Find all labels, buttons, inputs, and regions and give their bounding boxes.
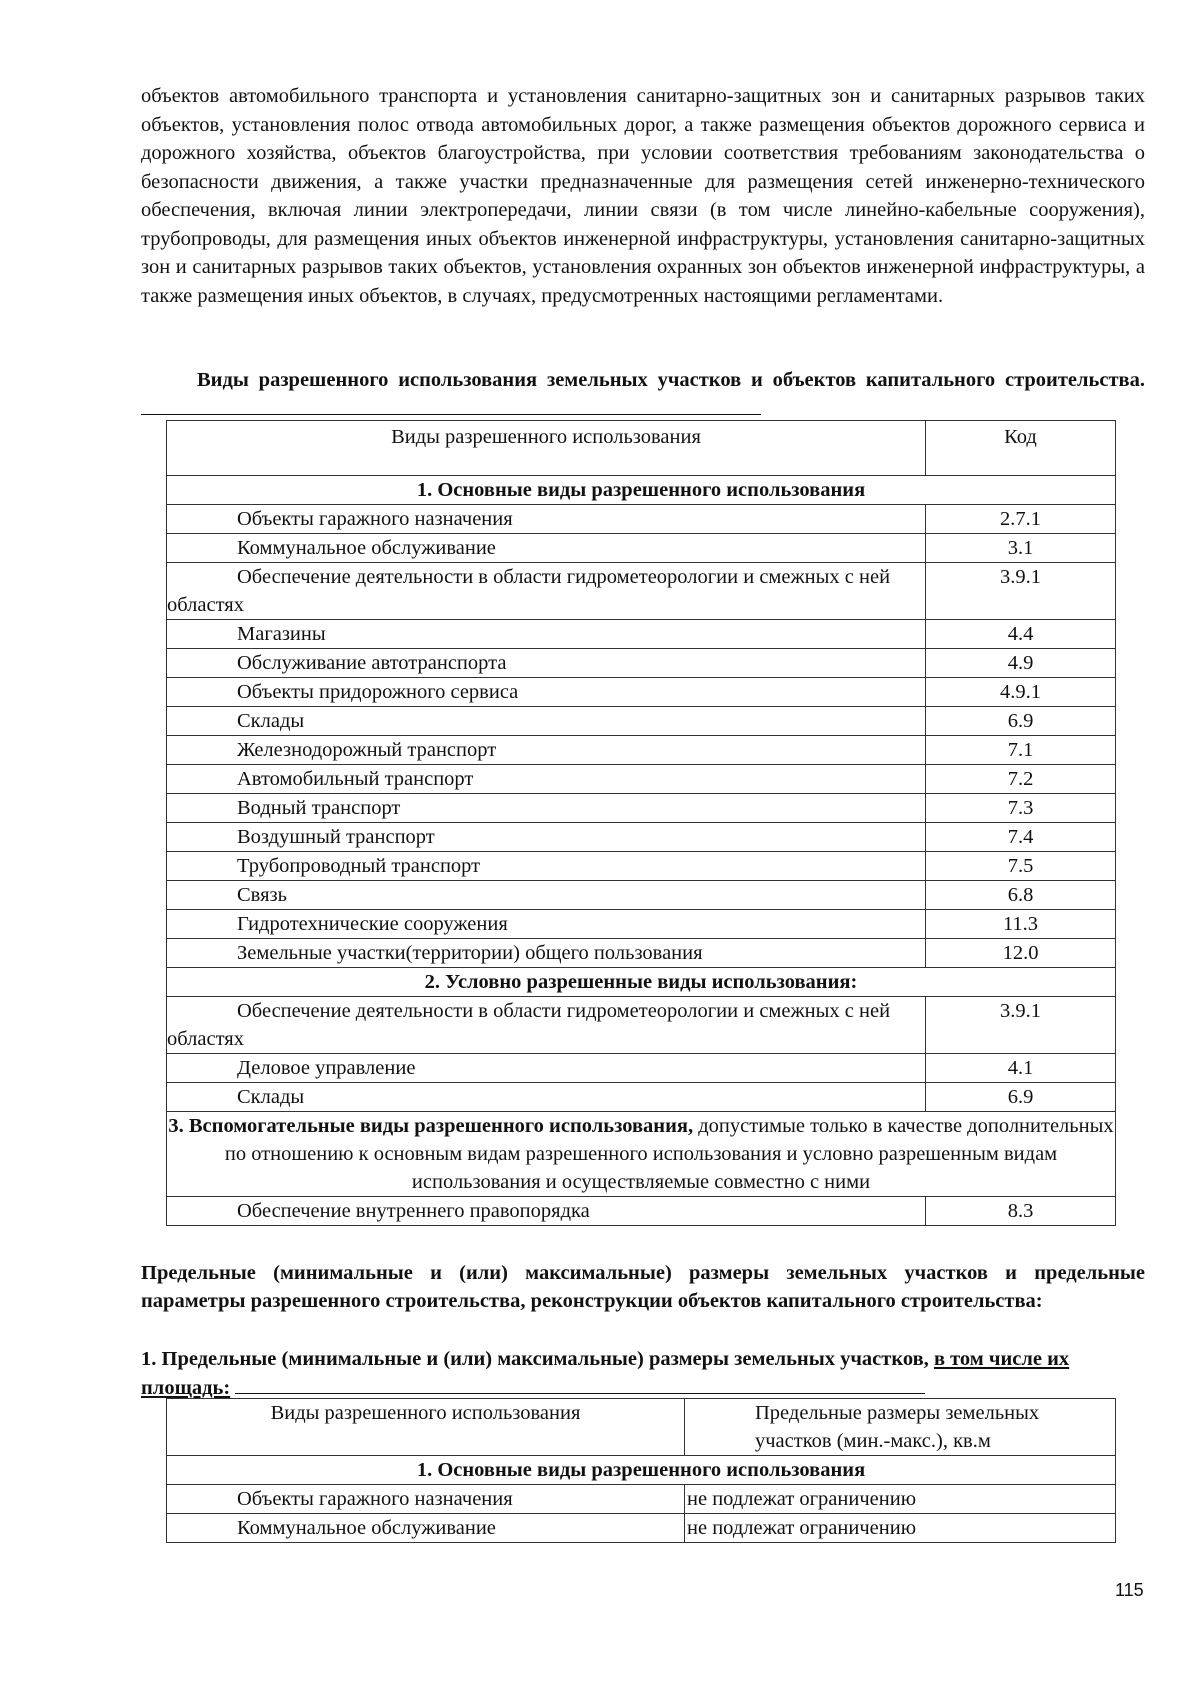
use-name: Автомобильный транспорт xyxy=(167,765,926,794)
use-name: Связь xyxy=(167,881,926,910)
table-row xyxy=(167,620,1116,649)
table-row xyxy=(167,505,1116,534)
use-name: Водный транспорт xyxy=(167,794,926,823)
limit-value: не подлежат ограничению xyxy=(685,1514,1116,1543)
fill-line xyxy=(141,394,761,415)
use-code: 3.9.1 xyxy=(926,563,1116,620)
table-row xyxy=(167,1054,1116,1083)
use-name: Воздушный транспорт xyxy=(167,823,926,852)
use-name: Обеспечение деятельности в области гидрометеорологии и смежных с ней областях xyxy=(167,997,926,1054)
table-row xyxy=(167,1514,1116,1543)
table-row xyxy=(167,1197,1116,1226)
use-name: Обеспечение деятельности в области гидрометеорологии и смежных с ней областях xyxy=(167,563,926,620)
use-name: Магазины xyxy=(167,620,926,649)
use-code: 3.9.1 xyxy=(926,997,1116,1054)
section-row xyxy=(167,1456,1116,1485)
use-name: Гидротехнические сооружения xyxy=(167,910,926,939)
section1-title: 1. Основные виды разрешенного использования xyxy=(167,1456,1116,1485)
header-use-type: Виды разрешенного использования xyxy=(167,421,926,476)
table-row xyxy=(167,678,1116,707)
use-code: 8.3 xyxy=(926,1197,1116,1226)
use-name: Обслуживание автотранспорта xyxy=(167,649,926,678)
plot-size-heading-underlined: в том числе их площадь: xyxy=(141,1348,1070,1399)
use-name: Склады xyxy=(167,1083,926,1112)
use-name: Обеспечение внутреннего правопорядка xyxy=(167,1197,926,1226)
section2-title: 2. Условно разрешенные виды использования: xyxy=(167,968,1116,997)
use-code: 7.1 xyxy=(926,736,1116,765)
use-code: 7.3 xyxy=(926,794,1116,823)
permitted-use-heading xyxy=(141,366,1145,423)
table-row xyxy=(167,823,1116,852)
permitted-use-heading-text: Виды разрешенного использования земельных участков и объектов капитального строительства. xyxy=(197,369,1145,391)
header-use-type: Виды разрешенного использования xyxy=(167,1399,685,1456)
permitted-use-table xyxy=(166,420,1116,1226)
limits-heading: Предельные (минимальные и (или) максимальные) размеры земельных участков и предельные параметры разрешенного строительства, реконструкции объектов капитального строительства: xyxy=(141,1262,1145,1312)
table-row xyxy=(167,563,1116,620)
table-row xyxy=(167,1083,1116,1112)
use-name: Железнодорожный транспорт xyxy=(167,736,926,765)
table-header-row xyxy=(167,1399,1116,1456)
use-code: 11.3 xyxy=(926,910,1116,939)
use-code: 4.9.1 xyxy=(926,678,1116,707)
use-name: Склады xyxy=(167,707,926,736)
table-header-row xyxy=(167,421,1116,476)
table-row xyxy=(167,794,1116,823)
plot-size-heading-main: 1. Предельные (минимальные и (или) максимальные) размеры земельных участков, xyxy=(141,1348,934,1370)
intro-paragraph: объектов автомобильного транспорта и установления санитарно-защитных зон и санитарных разрывов таких объектов, установления полос отвода автомобильных дорог, а также размещения объектов дорожного сервиса и дорожного хозяйства, объектов благоустройства, при условии соответствия требованиям законодательства о безопасности движения, а также участки предназначенные для размещения сетей инженерно-технического обеспечения, включая линии электропередачи, линии связи (в том числе линейно-кабельные сооружения), трубопроводы, для размещения иных объектов инженерной инфраструктуры, установления санитарно-защитных зон и санитарных разрывов таких объектов, установления охранных зон объектов инженерной инфраструктуры, а также размещения иных объектов, в случаях, предусмотренных настоящими регламентами. xyxy=(141,85,1145,307)
use-code: 12.0 xyxy=(926,939,1116,968)
use-code: 7.4 xyxy=(926,823,1116,852)
page-number: 115 xyxy=(1115,1580,1144,1600)
section-row xyxy=(167,968,1116,997)
table-row xyxy=(167,736,1116,765)
plot-size-heading xyxy=(141,1345,1145,1402)
use-name: Объекты гаражного назначения xyxy=(167,1485,685,1514)
use-code: 3.1 xyxy=(926,534,1116,563)
table-row xyxy=(167,534,1116,563)
section3-title-bold: 3. Вспомогательные виды разрешенного использования, xyxy=(168,1115,694,1137)
table-row xyxy=(167,852,1116,881)
table-row xyxy=(167,765,1116,794)
use-name: Деловое управление xyxy=(167,1054,926,1083)
use-code: 4.9 xyxy=(926,649,1116,678)
use-name: Коммунальное обслуживание xyxy=(167,1514,685,1543)
section1-title: 1. Основные виды разрешенного использования xyxy=(167,476,1116,505)
header-limit-size: Предельные размеры земельных участков (мин.-макс.), кв.м xyxy=(685,1399,1116,1456)
use-name: Трубопроводный транспорт xyxy=(167,852,926,881)
section-row xyxy=(167,476,1116,505)
table-row xyxy=(167,910,1116,939)
limit-value: не подлежат ограничению xyxy=(685,1485,1116,1514)
use-code: 6.9 xyxy=(926,1083,1116,1112)
section-row xyxy=(167,1112,1116,1197)
use-code: 7.2 xyxy=(926,765,1116,794)
section3-title xyxy=(167,1112,1116,1197)
fill-line xyxy=(235,1373,925,1394)
use-name: Объекты гаражного назначения xyxy=(167,505,926,534)
table-row xyxy=(167,881,1116,910)
use-code: 7.5 xyxy=(926,852,1116,881)
section3-title-rest: допустимые только в качестве дополнительных по отношению к основным видам разрешенного использования и условно разрешенным видам использования и осуществляемые совместно с ними xyxy=(224,1115,1114,1193)
table-row xyxy=(167,1485,1116,1514)
use-name: Коммунальное обслуживание xyxy=(167,534,926,563)
use-code: 4.4 xyxy=(926,620,1116,649)
use-code: 6.8 xyxy=(926,881,1116,910)
use-name: Объекты придорожного сервиса xyxy=(167,678,926,707)
table-row xyxy=(167,649,1116,678)
use-name: Земельные участки(территории) общего пользования xyxy=(167,939,926,968)
table-row xyxy=(167,939,1116,968)
use-code: 6.9 xyxy=(926,707,1116,736)
use-code: 4.1 xyxy=(926,1054,1116,1083)
table-row xyxy=(167,997,1116,1054)
header-code: Код xyxy=(926,421,1116,476)
plot-size-table xyxy=(166,1398,1116,1543)
use-code: 2.7.1 xyxy=(926,505,1116,534)
table-row xyxy=(167,707,1116,736)
